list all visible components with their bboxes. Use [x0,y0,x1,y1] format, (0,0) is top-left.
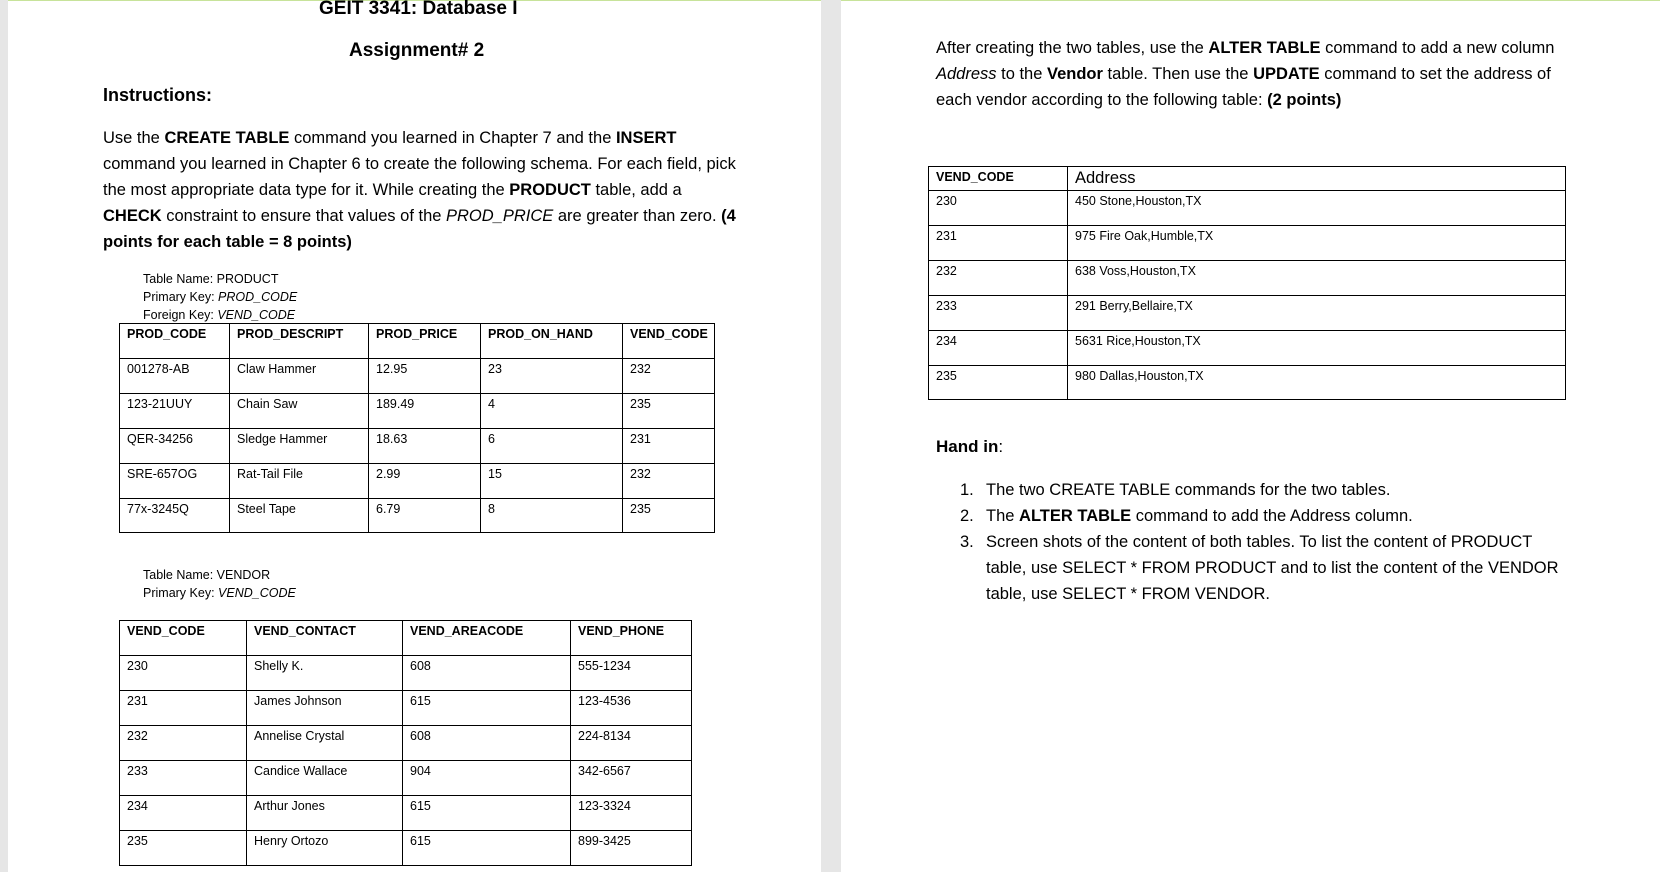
table-row [120,499,715,533]
alter-instructions-paragraph: After creating the two tables, use the ALTER TABLE command to add a new column Address to the Vendor table. Then use the UPDATE command to set the address of each vendor according to the following table: (2 points) [936,39,1555,109]
vendor-header-cell: VEND_CONTACT [247,621,403,656]
table-row [120,429,715,464]
table-cell: 291 Berry,Bellaire,TX [1068,296,1566,331]
table-cell: 975 Fire Oak,Humble,TX [1068,226,1566,261]
vendor-table-header-row [120,621,692,656]
table-cell: 77x-3245Q [120,499,230,533]
table-cell: 189.49 [369,394,481,429]
table-cell: James Johnson [247,691,403,726]
table-cell: 231 [120,691,247,726]
table-cell: 615 [403,831,571,866]
table-cell: 224-8134 [571,726,692,761]
assignment-title: Assignment# 2 [349,40,485,61]
table-cell: SRE-657OG [120,464,230,499]
table-row [120,359,715,394]
table-row [929,296,1566,331]
table-row [120,761,692,796]
table-cell: Shelly K. [247,656,403,691]
table-cell: 608 [403,656,571,691]
table-cell: 8 [481,499,623,533]
table-cell: Chain Saw [230,394,369,429]
product-table-meta [143,270,297,324]
table-row [929,366,1566,400]
table-cell: 608 [403,726,571,761]
table-cell: 235 [623,499,715,533]
instructions-paragraph: Use the CREATE TABLE command you learned in Chapter 7 and the INSERT command you learned in Chapter 6 to create the following schema. For each field, pick the most appropriate data type for it. While creating the PRODUCT table, add a CHECK constraint to ensure that values of the PROD_PRICE are greater than zero. (4 points for each table = 8 points) [103,129,736,251]
table-cell: 235 [929,366,1068,400]
table-row [929,191,1566,226]
table-cell: 15 [481,464,623,499]
product-table [119,323,715,533]
table-cell: 18.63 [369,429,481,464]
table-cell: 123-21UUY [120,394,230,429]
table-cell: 232 [623,359,715,394]
product-foreign-key: Foreign Key: VEND_CODE [143,308,296,322]
vendor-header-cell: VEND_AREACODE [403,621,571,656]
table-cell: 232 [120,726,247,761]
product-table-header-row [120,324,715,359]
list-item: 3. Screen shots of the content of both tables. To list the content of PRODUCT table, use SELECT * FROM PRODUCT and to list the content of the VENDOR table, use SELECT * FROM VENDOR. [960,533,1559,603]
table-cell: 232 [623,464,715,499]
vendor-header-cell: VEND_CODE [120,621,247,656]
table-cell: 234 [120,796,247,831]
table-row [120,464,715,499]
table-cell: 615 [403,796,571,831]
instructions-heading: Instructions: [103,85,213,105]
table-cell: 235 [120,831,247,866]
table-cell: 001278-AB [120,359,230,394]
table-cell: 123-4536 [571,691,692,726]
table-cell: Steel Tape [230,499,369,533]
hand-in-list [960,477,1570,607]
table-cell: 980 Dallas,Houston,TX [1068,366,1566,400]
table-row [120,691,692,726]
table-row [929,331,1566,366]
table-cell: Sledge Hammer [230,429,369,464]
table-cell: Rat-Tail File [230,464,369,499]
table-cell: 6.79 [369,499,481,533]
table-cell: 5631 Rice,Houston,TX [1068,331,1566,366]
table-cell: 899-3425 [571,831,692,866]
table-cell: 615 [403,691,571,726]
address-header-cell: Address [1068,167,1566,191]
table-row [929,261,1566,296]
table-cell: 231 [929,226,1068,261]
product-header-cell: PROD_ON_HAND [481,324,623,359]
product-header-cell: VEND_CODE [623,324,715,359]
table-cell: 233 [929,296,1068,331]
product-header-cell: PROD_CODE [120,324,230,359]
page-top-edge [841,0,1660,1]
table-cell: 904 [403,761,571,796]
table-row [120,796,692,831]
table-row [120,394,715,429]
product-header-cell: PROD_DESCRIPT [230,324,369,359]
table-row [120,831,692,866]
table-cell: 232 [929,261,1068,296]
course-title: GEIT 3341: Database I [319,0,518,19]
table-cell: 235 [623,394,715,429]
table-cell: 230 [929,191,1068,226]
vendor-header-cell: VEND_PHONE [571,621,692,656]
table-cell: 23 [481,359,623,394]
address-table [928,166,1566,400]
list-item: 2. The ALTER TABLE command to add the Address column. [960,507,1413,525]
table-cell: 231 [623,429,715,464]
hand-in-heading: Hand in: [936,437,1004,456]
table-cell: 638 Voss,Houston,TX [1068,261,1566,296]
address-table-header-row [929,167,1566,191]
product-header-cell: PROD_PRICE [369,324,481,359]
table-cell: 342-6567 [571,761,692,796]
table-cell: 555-1234 [571,656,692,691]
vendor-table [119,620,692,866]
table-cell: 12.95 [369,359,481,394]
table-cell: 2.99 [369,464,481,499]
table-cell: 6 [481,429,623,464]
table-cell: 233 [120,761,247,796]
vendor-table-meta [143,566,296,602]
list-item: 1. The two CREATE TABLE commands for the two tables. [960,481,1391,499]
table-cell: Claw Hammer [230,359,369,394]
vendor-table-name: Table Name: VENDOR [143,568,271,582]
table-row [929,226,1566,261]
product-table-name: Table Name: PRODUCT [143,272,279,286]
table-cell: 4 [481,394,623,429]
document-page-left [8,0,821,872]
document-page-right [841,0,1660,872]
table-cell: Annelise Crystal [247,726,403,761]
table-cell: Arthur Jones [247,796,403,831]
table-cell: 123-3324 [571,796,692,831]
table-cell: Henry Ortozo [247,831,403,866]
product-primary-key: Primary Key: PROD_CODE [143,290,298,304]
table-row [120,726,692,761]
table-cell: Candice Wallace [247,761,403,796]
table-cell: 230 [120,656,247,691]
table-cell: QER-34256 [120,429,230,464]
vendor-primary-key: Primary Key: VEND_CODE [143,586,296,600]
table-cell: 450 Stone,Houston,TX [1068,191,1566,226]
table-cell: 234 [929,331,1068,366]
address-header-cell: VEND_CODE [929,167,1068,191]
table-row [120,656,692,691]
